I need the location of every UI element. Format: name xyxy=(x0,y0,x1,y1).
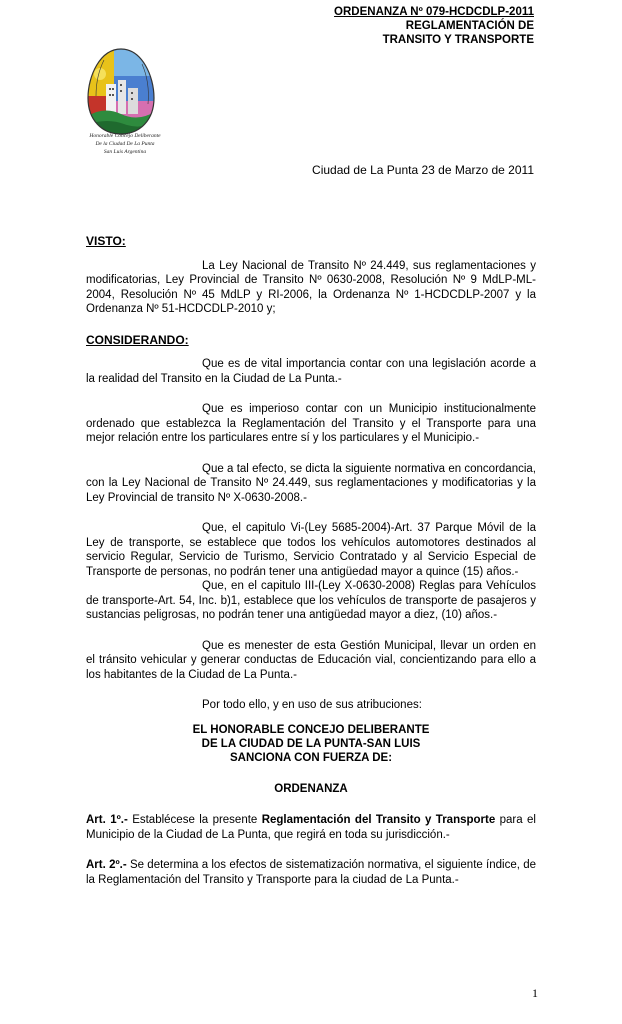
ordinance-number: ORDENANZA Nº 079-HCDCDLP-2011 xyxy=(334,6,534,18)
considerando-paragraph: Que, el capitulo Vi-(Ley 5685-2004)-Art. 37 Parque Móvil de la Ley de transporte, se establece que todos los vehículos automotores destinados al servicio Regular, Servicio de Turismo, Servicio Contratado y al Servicio Especial de Transporte de personas, no podrán tener una antigüedad mayor a quince (15) años.- xyxy=(86,522,536,578)
ordinance-title-line2: TRANSITO Y TRANSPORTE xyxy=(382,34,534,46)
article-2-label: Art. 2º.- xyxy=(86,859,127,871)
article-2-text: Se determina a los efectos de sistematización normativa, el siguiente índice, de la Reglamentación del Transito y Transporte para la ciudad de La Punta.- xyxy=(86,859,536,886)
considerando-paragraph: Que es de vital importancia contar con una legislación acorde a la realidad del Transito en la Ciudad de La Punta.- xyxy=(86,358,536,385)
considerando-paragraph: Que es menester de esta Gestión Municipal, llevar un orden en el tránsito vehicular y generar conductas de Educación vial, concientizando para ello a los habitantes de la Ciudad de La Punta.- xyxy=(86,639,536,681)
considerando-closing: Por todo ello, y en uso de sus atribuciones: xyxy=(202,699,422,711)
article-1 xyxy=(86,813,536,842)
considerando-paragraph: Que es imperioso contar con un Municipio institucionalmente ordenado que establezca la Reglamentación del Transito y el Transporte para una mejor relación entre los particulares entre sí y los particulares y el Municipio.- xyxy=(86,403,536,444)
considerando-paragraph: Que, en el capitulo III-(Ley X-0630-2008) Reglas para Vehículos de transporte-Art. 54, Inc. b)1, establece que los vehículos de transporte de pasajeros y sustancias peligrosas, no podrán tener una antigüedad mayor a diez, (10) años.- xyxy=(86,580,536,621)
document-date: Ciudad de La Punta 23 de Marzo de 2011 xyxy=(312,163,534,177)
article-1-text: Establécese la presente xyxy=(127,814,262,826)
document-body xyxy=(86,234,536,903)
article-2 xyxy=(86,858,536,887)
resolution-line2: DE LA CIUDAD DE LA PUNTA-SAN LUIS xyxy=(201,737,421,750)
resolution-line1: EL HONORABLE CONCEJO DELIBERANTE xyxy=(192,723,430,736)
logo-caption-city: De la Ciudad De La Punta xyxy=(95,141,155,147)
page-number: 1 xyxy=(532,986,538,1000)
considerando-heading: CONSIDERANDO: xyxy=(86,332,189,347)
logo-caption-province: San Luis Argentina xyxy=(103,149,147,155)
visto-text: La Ley Nacional de Transito Nº 24.449, sus reglamentaciones y modificatorias, Ley Provincial de Transito Nº 0630-2008, Resolución Nº 9 MdLP-ML-2004, Resolución Nº 45 MdLP y RI-2006, la Ordenanza Nº 1-HCDCDLP-2007 y la Ordenanza Nº 51-HCDCDLP-2010 y; xyxy=(86,259,536,315)
considerando-paragraph: Que a tal efecto, se dicta la siguiente normativa en concordancia, con la Ley Nacional de Transito Nº 24.449, sus reglamentaciones y modificatorias y la Ley Provincial de transito Nº X-0630-2008.- xyxy=(86,462,536,504)
ordenanza-heading: ORDENANZA xyxy=(274,782,348,795)
ordinance-title-line1: REGLAMENTACIÓN DE xyxy=(405,20,534,32)
resolution-line3: SANCIONA CON FUERZA DE: xyxy=(229,751,393,764)
article-1-title: Reglamentación del Transito y Transporte xyxy=(261,814,496,826)
visto-heading: VISTO: xyxy=(86,234,126,248)
article-1-text-end: para el Municipio de la Ciudad de La Punta, que regirá en toda su jurisdicción.- xyxy=(86,814,536,841)
logo-caption-council: Honorable Concejo Deliberante xyxy=(89,133,161,139)
article-1-label: Art. 1º.- xyxy=(86,814,128,826)
